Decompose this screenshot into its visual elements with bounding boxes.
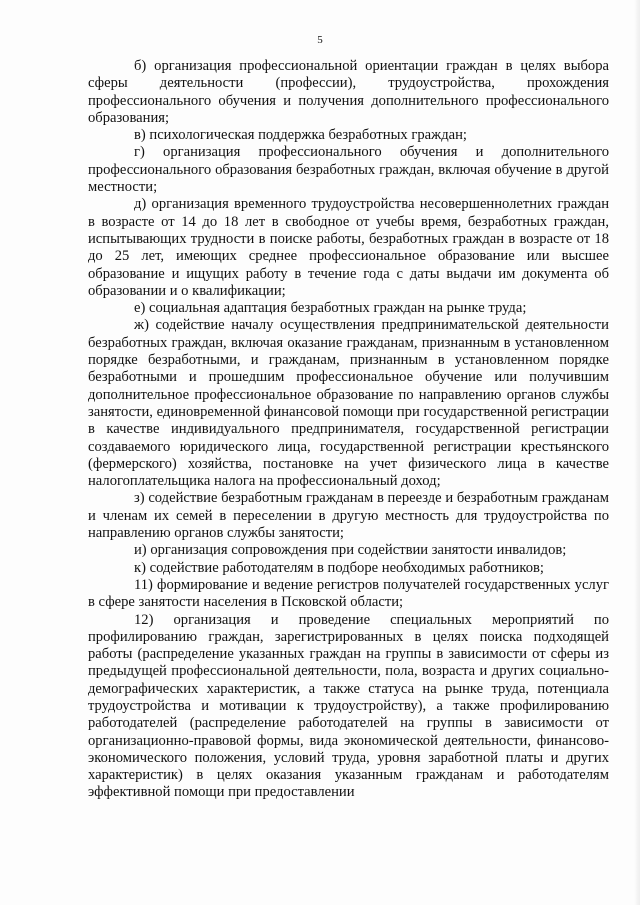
paragraph-i: и) организация сопровождения при содействии занятости инвалидов;: [134, 542, 567, 559]
paragraph-12: 12) организация и проведение специальных мероприятий по профилированию граждан, зарегистрированных в целях поиска подходящей работы (распределение указанных граждан на группы в зависимости от сферы из предыдущей профессиональной деятельности, пола, возраста и других социально-демографических характеристик, а также статуса на рынке труда, потенциала трудоустройства и мотивации к трудоустройству), а также профилированию работодателей (распределение работодателей на группы в зависимости от организационно-правовой формы, вида экономической деятельности, финансово-экономического положения, условий труда, уровня заработной платы и других характеристик) в целях оказания указанным гражданам и работодателям эффективной помощи при предоставлении: [88, 611, 609, 801]
page-edge-shadow: [634, 0, 640, 905]
paragraph-d: д) организация временного трудоустройства несовершеннолетних граждан в возрасте от 14 до 18 лет в свободное от учебы время, безработных граждан, испытывающих трудности в поиске работы, безработных граждан в возрасте от 18 до 25 лет, имеющих среднее профессиональное образование или высшее образование и ищущих работу в течение года с даты выдачи им документа об образовании и о квалификации;: [88, 196, 609, 299]
paragraph-zh: ж) содействие началу осуществления предпринимательской деятельности безработных граждан, включая оказание гражданам, признанным в установленном порядке безработными, и гражданам, признанным в установленном порядке безработными и прошедшим профессиональное обучение или получившим дополнительное профессиональное образование по направлению органов службы занятости, единовременной финансовой помощи при государственной регистрации в качестве индивидуального предпринимателя, государственной регистрации создаваемого юридического лица, государственной регистрации крестьянского (фермерского) хозяйства, постановке на учет физического лица в качестве налогоплательщика налога на профессиональный доход;: [88, 317, 609, 490]
document-body: [88, 58, 609, 802]
paragraph-v: в) психологическая поддержка безработных граждан;: [134, 127, 467, 144]
paragraph-11: 11) формирование и ведение регистров получателей государственных услуг в сфере занятости населения в Псковской области;: [88, 576, 609, 611]
page-number: 5: [317, 34, 323, 46]
paragraph-k: к) содействие работодателям в подборе необходимых работников;: [134, 559, 544, 576]
paragraph-g: г) организация профессионального обучения и дополнительного профессионального образования безработных граждан, включая обучение в другой местности;: [88, 144, 609, 196]
paragraph-b: б) организация профессиональной ориентации граждан в целях выбора сферы деятельности (профессии), трудоустройства, прохождения профессионального обучения и получения дополнительного профессионального образования;: [88, 58, 609, 126]
paragraph-e: е) социальная адаптация безработных граждан на рынке труда;: [134, 300, 527, 317]
paragraph-z: з) содействие безработным гражданам в переезде и безработным гражданам и членам их семей в переселении в другую местность для трудоустройства по направлению органов службы занятости;: [88, 490, 609, 542]
